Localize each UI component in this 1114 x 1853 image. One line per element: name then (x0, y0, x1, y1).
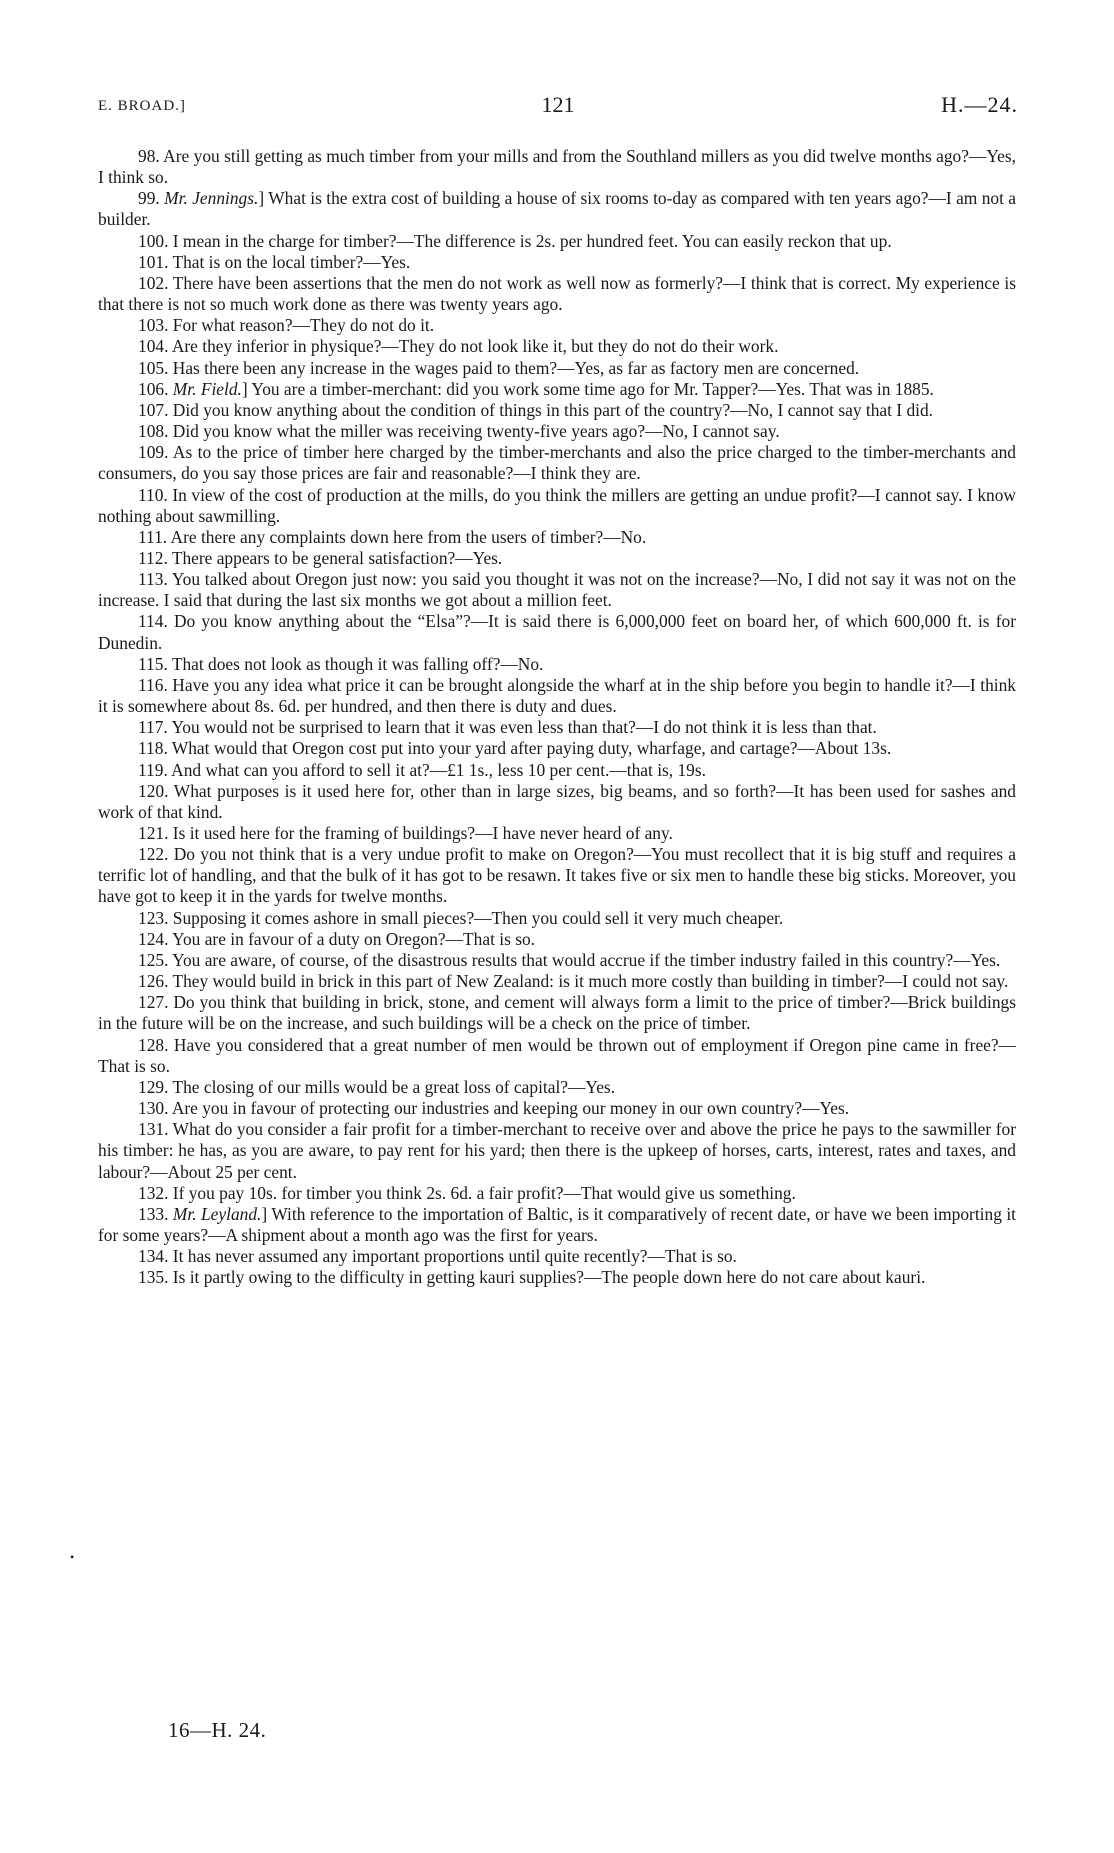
signature-mark: 16—H. 24. (168, 1718, 267, 1742)
speaker-name: Mr. Leyland. (172, 1203, 262, 1224)
testimony-body (98, 146, 1016, 1288)
page-header (98, 92, 1018, 122)
testimony-paragraph: 111. Are there any complaints down here from the users of timber?—No. (138, 526, 647, 547)
testimony-paragraph: 122. Do you not think that is a very undue profit to make on Oregon?—You must recollect that it is big stuff and requires a terrific lot of handling, and that the bulk of it has got to be resawn. It takes five or six men to handle these big sticks. Moreover, you have got to keep it in the yards for twelve months. (98, 844, 1016, 907)
testimony-paragraph: 114. Do you know anything about the “Elsa”?—It is said there is 6,000,000 feet on board her, of which 600,000 ft. is for Dunedin. (98, 611, 1016, 653)
question-number: 106. (138, 378, 169, 399)
testimony-paragraph: 98. Are you still getting as much timber from your mills and from the Southland millers as you did twelve months ago?—Yes, I think so. (98, 146, 1016, 188)
testimony-paragraph: 127. Do you think that building in brick, stone, and cement will always form a limit to the price of timber?—Brick buildings in the future will be on the increase, and such buildings will be a check on the price of timber. (98, 992, 1016, 1034)
testimony-paragraph: 135. Is it partly owing to the difficulty in getting kauri supplies?—The people down here do not care about kauri. (138, 1267, 926, 1288)
testimony-paragraph: 130. Are you in favour of protecting our industries and keeping our money in our own country?—Yes. (138, 1098, 850, 1119)
testimony-paragraph: 123. Supposing it comes ashore in small pieces?—Then you could sell it very much cheaper. (138, 907, 784, 928)
testimony-paragraph: 106. Mr. Field.] You are a timber-merchant: did you work some time ago for Mr. Tapper?—Yes. That was in 1885. (138, 378, 934, 399)
testimony-paragraph: 108. Did you know what the miller was receiving twenty-five years ago?—No, I cannot say. (138, 421, 780, 442)
testimony-paragraph: 134. It has never assumed any important proportions until quite recently?—That is so. (138, 1246, 737, 1267)
testimony-paragraph: 104. Are they inferior in physique?—They do not look like it, but they do not do their work. (138, 336, 779, 357)
speaker-name: Mr. Field. (172, 378, 242, 399)
testimony-paragraph: 120. What purposes is it used here for, other than in large sizes, big beams, and so forth?—It has been used for sashes and work of that kind. (98, 780, 1016, 822)
header-witness: E. BROAD.] (98, 98, 186, 114)
testimony-paragraph: 109. As to the price of timber here charged by the timber-merchants and also the price charged to the timber-merchants and consumers, do you say those prices are fair and reasonable?—I think they are. (98, 442, 1016, 484)
testimony-paragraph: 113. You talked about Oregon just now: you said you thought it was not on the increase?—No, I did not say it was not on the increase. I said that during the last six months we got about a million feet. (98, 569, 1016, 611)
question-number: 99. (138, 188, 160, 209)
testimony-paragraph: 101. That is on the local timber?—Yes. (138, 251, 411, 272)
testimony-paragraph: 115. That does not look as though it was falling off?—No. (138, 653, 544, 674)
testimony-paragraph: 117. You would not be surprised to learn that it was even less than that?—I do not think it is less than that. (138, 717, 877, 738)
testimony-paragraph: 119. And what can you afford to sell it at?—£1 1s., less 10 per cent.—that is, 19s. (138, 759, 706, 780)
testimony-paragraph: 133. Mr. Leyland.] With reference to the importation of Baltic, is it comparatively of recent date, or have we been importing it for some years?—A shipment about a month ago was the first for years. (98, 1203, 1016, 1245)
testimony-paragraph: 103. For what reason?—They do not do it. (138, 315, 435, 336)
paper-reference: H.—24. (941, 92, 1018, 117)
testimony-paragraph: 100. I mean in the charge for timber?—The difference is 2s. per hundred feet. You can easily reckon that up. (138, 230, 892, 251)
testimony-paragraph: 107. Did you know anything about the condition of things in this part of the country?—No, I cannot say that I did. (138, 399, 934, 420)
testimony-paragraph: 105. Has there been any increase in the wages paid to them?—Yes, as far as factory men are concerned. (138, 357, 860, 378)
testimony-paragraph: 112. There appears to be general satisfaction?—Yes. (138, 547, 503, 568)
testimony-paragraph: 124. You are in favour of a duty on Oregon?—That is so. (138, 928, 536, 949)
page-number: 121 (541, 92, 575, 117)
testimony-paragraph: 132. If you pay 10s. for timber you think 2s. 6d. a fair profit?—That would give us something. (138, 1182, 796, 1203)
testimony-paragraph: 110. In view of the cost of production at the mills, do you think the millers are getting an undue profit?—I cannot say. I know nothing about sawmilling. (98, 484, 1016, 526)
testimony-paragraph: 131. What do you consider a fair profit for a timber-merchant to receive over and above the price he pays to the sawmiller for his timber: he has, as you are aware, to pay rent for his yard; then there is the upkeep of horses, carts, interest, rates and taxes, and labour?—About 25 per cent. (98, 1119, 1016, 1182)
testimony-paragraph: 126. They would build in brick in this part of New Zealand: is it much more costly than building in timber?—I could not say. (138, 971, 1009, 992)
question-text: You are a timber-merchant: did you work some time ago for Mr. Tapper?—Yes. That was in 1885. (251, 378, 934, 399)
margin-dot: • (70, 1550, 75, 1564)
testimony-paragraph: 99. Mr. Jennings.] What is the extra cost of building a house of six rooms to-day as compared with ten years ago?—I am not a builder. (98, 188, 1017, 230)
testimony-paragraph: 116. Have you any idea what price it can be brought alongside the wharf at in the ship before you begin to handle it?—I think it is somewhere about 8s. 6d. per hundred, and then there is duty and dues. (98, 674, 1016, 717)
speaker-name: Mr. Jennings. (164, 188, 259, 209)
testimony-paragraph: 118. What would that Oregon cost put into your yard after paying duty, wharfage, and cartage?—About 13s. (138, 738, 892, 759)
question-text: What is the extra cost of building a house of six rooms to-day as compared with ten years ago?—I am not a builder. (98, 188, 1017, 230)
question-number: 133. (138, 1203, 169, 1224)
question-text: With reference to the importation of Baltic, is it comparatively of recent date, or have we been importing it for some years?—A shipment about a month ago was the first for years. (98, 1203, 1016, 1245)
testimony-paragraph: 102. There have been assertions that the men do not work as well now as formerly?—I think that is correct. My experience is that there is not so much work done as there was twenty years ago. (98, 272, 1016, 315)
testimony-paragraph: 129. The closing of our mills would be a great loss of capital?—Yes. (138, 1076, 616, 1097)
testimony-paragraph: 128. Have you considered that a great number of men would be thrown out of employment if Oregon pine came in free?—That is so. (98, 1034, 1016, 1076)
testimony-paragraph: 121. Is it used here for the framing of buildings?—I have never heard of any. (138, 823, 673, 843)
testimony-paragraph: 125. You are aware, of course, of the disastrous results that would accrue if the timber industry failed in this country?—Yes. (138, 949, 1001, 970)
